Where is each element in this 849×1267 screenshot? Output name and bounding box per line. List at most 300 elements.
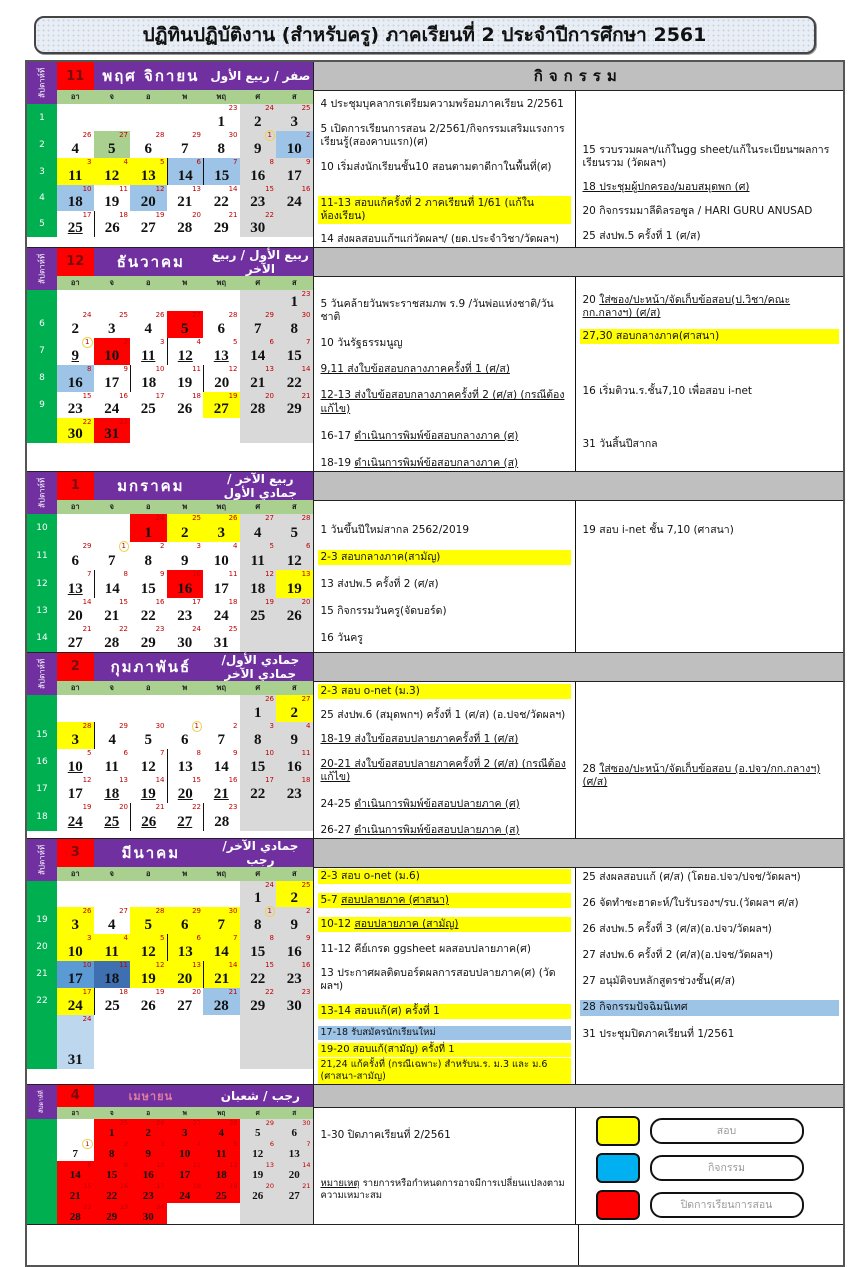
date-cell (276, 211, 313, 237)
date-number: 27 (140, 220, 156, 236)
activity-item-text: 31 ประชุมปิดภาคเรียนที่ 1/2561 (582, 1027, 735, 1040)
week-number-cell: 6 (27, 311, 57, 338)
date-cell (57, 211, 94, 237)
date-cell (57, 722, 94, 749)
date-number: 9 (290, 731, 298, 748)
calendar-page (0, 16, 849, 1223)
legend-swatch-school-closed (596, 1190, 640, 1220)
week-number-cell: 4 (27, 185, 57, 211)
date-number: 6 (291, 1126, 297, 1139)
hijri-number: 23 (301, 987, 311, 996)
activity-item-prefix: 10-12 (320, 918, 355, 930)
month-header (94, 248, 313, 276)
activity-item-text: 1 วันขึ้นปีใหม่สากล 2562/2019 (320, 523, 469, 536)
activity-item-text: 10 วันรัฐธรรมนูญ (320, 337, 403, 350)
date-cell (57, 311, 94, 338)
date-number: 16 (142, 1168, 154, 1181)
date-cell (240, 907, 277, 934)
hijri-number: 6 (196, 158, 201, 166)
date-number: 26 (177, 400, 193, 417)
day-header-cell-5: ศ (240, 500, 277, 514)
date-cell (130, 392, 167, 418)
month-block-november (27, 62, 843, 248)
week-number-cell (27, 1182, 57, 1203)
date-number: 22 (250, 785, 266, 802)
activity-item-january-left-2 (318, 577, 571, 592)
hijri-number: 12 (229, 1160, 238, 1169)
month-arabic-label: جمادي الآخر/ رجب (222, 838, 299, 867)
hijri-number: 12 (228, 364, 238, 373)
activities-panel-december (314, 248, 844, 471)
activity-item-text: 12-13 ส่งใบข้อสอบกลางภาคครั้งที่ 2 (ศ/ส) (กรณีต้องแก้ไข) (320, 389, 565, 415)
month-block-april (27, 1085, 843, 1225)
week-number-cell: 18 (27, 803, 57, 831)
date-cell (130, 881, 167, 907)
day-header-cell-6: ส (276, 867, 313, 881)
date-number: 8 (109, 1147, 115, 1160)
date-number: 17 (179, 1168, 191, 1181)
date-cell (276, 418, 313, 443)
date-number: 17 (213, 580, 229, 597)
day-header-cell-3: พ (167, 681, 204, 695)
date-number: 15 (214, 168, 230, 184)
date-number: 12 (140, 943, 156, 960)
date-cell (167, 365, 204, 392)
activity-item-november-left-3 (318, 196, 571, 224)
date-number: 25 (215, 1189, 227, 1202)
date-number: 4 (108, 731, 116, 748)
date-cell (203, 988, 240, 1015)
hijri-number: 4 (123, 158, 128, 166)
week-number-cell: 7 (27, 338, 57, 365)
hijri-number: 22 (265, 211, 274, 219)
month-name: ธันวาคม (116, 252, 185, 271)
hijri-number: 1 (82, 1139, 92, 1149)
hijri-number: 19 (155, 987, 165, 996)
date-cell (57, 907, 94, 934)
hijri-number: 6 (196, 933, 201, 942)
date-number: 28 (104, 634, 120, 651)
day-header-cell-1: จ (94, 500, 131, 514)
day-header-cell-1: จ (94, 867, 131, 881)
hijri-number: 9 (233, 748, 238, 757)
activity-item-february-left-2 (318, 732, 571, 747)
date-number: 14 (213, 758, 229, 775)
date-number: 9 (254, 141, 262, 157)
hijri-number: 28 (228, 310, 238, 319)
date-number: 5 (290, 524, 298, 541)
date-number: 20 (288, 1168, 300, 1181)
activity-item-prefix: 28 (582, 762, 600, 775)
hijri-number: 21 (228, 211, 238, 219)
date-cell (57, 1203, 94, 1224)
date-cell (240, 722, 277, 749)
activity-item-march-left-4 (318, 966, 571, 994)
hijri-number: 10 (82, 185, 92, 193)
activity-item-february-left-3 (318, 757, 571, 785)
hijri-number: 28 (155, 906, 165, 915)
date-cell (167, 1015, 204, 1069)
date-number: 14 (69, 1168, 81, 1181)
date-cell (94, 158, 131, 185)
date-number: 10 (104, 347, 120, 364)
date-number: 2 (290, 889, 298, 906)
hijri-number: 5 (160, 158, 165, 166)
month-arabic-label: جمادي الأول/جمادي الآخر (221, 652, 300, 681)
date-cell (130, 961, 167, 988)
date-number: 26 (286, 607, 302, 624)
month-header (94, 839, 313, 867)
date-number: 27 (177, 997, 193, 1014)
activity-item-prefix: 24-25 (320, 797, 355, 810)
date-cell (240, 1119, 277, 1140)
activity-item-december-right-0 (580, 293, 840, 321)
month-arabic-label: ربيع الآخر / جمادي الأول (223, 471, 298, 500)
date-number: 3 (71, 731, 79, 748)
date-number: 20 (177, 970, 193, 987)
legend-label-activity: กิจกรรม (650, 1155, 804, 1181)
date-cell (130, 907, 167, 934)
date-number: 27 (288, 1189, 300, 1202)
hijri-number: 22 (82, 417, 92, 426)
date-number: 2 (290, 704, 298, 721)
month-header (94, 472, 313, 500)
hijri-number: 24 (82, 310, 92, 319)
day-header-cell-0: อา (57, 276, 94, 290)
date-cell (57, 570, 94, 598)
hijri-number: 4 (123, 933, 128, 942)
date-cell (94, 625, 131, 652)
hijri-number: 22 (83, 1202, 92, 1211)
legend-label-exam: สอบ (650, 1118, 804, 1144)
page-title: ปฏิทินปฏิบัติงาน (สำหรับครู) ภาคเรียนที่ 2 ประจำปีการศึกษา 2561 (34, 16, 816, 54)
date-number: 3 (182, 1126, 188, 1139)
date-cell (57, 131, 94, 158)
date-cell (167, 338, 204, 365)
activity-item-text: 26 จัดทำซะฮาดะห์/ใบรับรองฯ/รบ.(วัดผลฯ ศ/ส) (582, 896, 799, 909)
date-cell (130, 934, 167, 961)
date-cell (94, 961, 131, 988)
date-cell (203, 338, 240, 365)
date-cell (276, 1161, 313, 1182)
activity-item-march-left-3 (318, 942, 571, 957)
week-number-cell: 19 (27, 907, 57, 934)
hijri-number: 11 (119, 185, 128, 193)
hijri-number: 21 (228, 987, 238, 996)
month-number: 4 (57, 1085, 94, 1107)
day-header-cell-3: พ (167, 90, 204, 104)
date-cell (57, 542, 94, 570)
day-header-cell-0: อา (57, 500, 94, 514)
week-number-cell (27, 881, 57, 907)
hijri-number: 8 (269, 158, 274, 166)
month-header (94, 1085, 313, 1107)
hijri-number: 5 (269, 541, 274, 550)
date-number: 28 (69, 1210, 81, 1223)
activity-item-march-left-1 (318, 893, 571, 908)
hijri-number: 20 (192, 987, 201, 996)
hijri-number: 24 (155, 513, 165, 522)
activity-item-march-right-3 (580, 948, 840, 963)
date-number: 24 (213, 607, 229, 624)
calendar-grid-january (27, 472, 314, 652)
week-number-cell: 1 (27, 104, 57, 131)
date-cell (240, 514, 277, 542)
hijri-number: 20 (301, 597, 311, 606)
hijri-number: 24 (265, 880, 274, 889)
date-cell (276, 695, 313, 722)
date-number: 2 (254, 114, 262, 130)
hijri-number: 1 (119, 541, 129, 552)
date-cell (203, 418, 240, 443)
date-cell (57, 338, 94, 365)
activities-header (314, 839, 844, 868)
date-cell (94, 131, 131, 158)
date-number: 7 (108, 552, 116, 569)
date-cell (130, 418, 167, 443)
date-number: 3 (217, 524, 225, 541)
date-cell (167, 1182, 204, 1203)
date-cell (203, 749, 240, 776)
date-cell (130, 338, 167, 365)
hijri-number: 14 (228, 960, 238, 969)
date-cell (94, 907, 131, 934)
hijri-number: 26 (82, 906, 92, 915)
date-cell (240, 211, 277, 237)
activity-item-february-left-5 (318, 823, 571, 838)
date-cell (167, 392, 204, 418)
date-cell (203, 211, 240, 237)
hijri-number: 3 (87, 158, 92, 166)
hijri-number: 1 (265, 906, 275, 917)
hijri-number: 14 (155, 775, 165, 784)
date-number: 20 (214, 374, 230, 391)
date-cell (240, 158, 277, 185)
date-number: 29 (106, 1210, 118, 1223)
date-number: 15 (140, 580, 156, 597)
hijri-number: 27 (192, 1118, 201, 1127)
hijri-number: 14 (228, 185, 238, 193)
date-cell (130, 211, 167, 237)
hijri-number: 1 (192, 721, 202, 732)
day-header-cell-1: จ (94, 90, 131, 104)
hijri-number: 19 (265, 597, 274, 606)
date-cell (130, 803, 167, 831)
hijri-number: 19 (155, 211, 165, 219)
hijri-number: 27 (301, 694, 311, 703)
hijri-number: 25 (192, 513, 201, 522)
hijri-number: 10 (82, 960, 92, 969)
date-number: 23 (67, 400, 83, 417)
date-cell (240, 1015, 277, 1069)
activity-item-text: 18-19 ส่งใบข้อสอบปลายภาคครั้งที่ 1 (ศ/ส) (320, 733, 519, 746)
hijri-number: 16 (301, 185, 311, 193)
date-cell (240, 803, 277, 831)
hijri-number: 28 (301, 513, 311, 522)
date-number: 19 (104, 194, 120, 210)
date-cell (94, 418, 131, 443)
date-cell (94, 1119, 131, 1140)
date-cell (240, 961, 277, 988)
date-cell (94, 934, 131, 961)
date-cell (203, 776, 240, 803)
hijri-number: 12 (155, 960, 165, 969)
hijri-number: 14 (301, 364, 311, 373)
date-cell (276, 803, 313, 831)
hijri-number: 16 (155, 597, 165, 606)
activity-item-text: 5 เปิดการเรียนการสอน 2/2561/กิจกรรมเสริมแรงการเรียนรู้(สองคาบแรก)(ศ) (320, 123, 565, 149)
activity-item-november-right-0 (580, 143, 840, 171)
date-number: 24 (67, 813, 83, 830)
activity-item-march-right-6 (580, 1027, 840, 1042)
hijri-number: 12 (82, 775, 92, 784)
hijri-number: 13 (265, 364, 274, 373)
activities-right-april (576, 1108, 844, 1224)
activity-item-text: 31 วันสิ้นปีสากล (582, 438, 658, 451)
month-header (94, 62, 313, 90)
date-cell (167, 1119, 204, 1140)
activity-item-december-left-4 (318, 429, 571, 444)
hijri-number: 19 (228, 391, 238, 400)
date-number: 10 (67, 943, 83, 960)
date-number: 13 (67, 580, 83, 597)
activity-item-march-right-0 (580, 870, 840, 885)
hijri-number: 20 (119, 802, 128, 811)
date-cell (203, 881, 240, 907)
date-number: 16 (67, 374, 83, 391)
date-cell (276, 185, 313, 211)
week-number-cell (27, 290, 57, 311)
hijri-number: 17 (155, 391, 165, 400)
hijri-number: 17 (265, 775, 274, 784)
day-header-cell-5: ศ (240, 867, 277, 881)
activities-body (314, 682, 844, 838)
date-cell (203, 514, 240, 542)
activity-item-text: 27 อนุมัติจบหลักสูตรช่วงชั้น(ศ/ส) (582, 975, 736, 988)
date-number: 7 (72, 1147, 78, 1160)
date-cell (94, 598, 131, 625)
week-number-cell (27, 1161, 57, 1182)
hijri-number: 17 (192, 597, 201, 606)
date-number: 31 (213, 634, 229, 651)
month-arabic-label: رجب / شعبان (220, 1088, 300, 1103)
activities-panel-november (314, 62, 844, 247)
date-number: 1 (290, 293, 298, 310)
hijri-number: 11 (119, 960, 128, 969)
week-column-label: สัปดาห์ที่ (27, 472, 57, 514)
hijri-number: 8 (123, 569, 128, 578)
date-cell (94, 365, 131, 392)
date-number: 17 (286, 168, 302, 184)
date-number: 15 (106, 1168, 118, 1181)
date-number: 25 (67, 220, 83, 236)
hijri-number: 18 (301, 775, 311, 784)
date-number: 27 (177, 813, 193, 830)
activity-item-text: 10 เริ่มส่งนักเรียนชั้น10 สอนตามตาดีกาในพื้นที่(ศ) (320, 161, 552, 174)
date-cell (130, 598, 167, 625)
week-number-cell (27, 418, 57, 443)
date-cell (94, 803, 131, 831)
date-cell (203, 311, 240, 338)
date-number: 6 (217, 320, 225, 337)
hijri-number: 10 (155, 364, 165, 373)
hijri-number: 13 (192, 185, 201, 193)
day-header-cell-5: ศ (240, 276, 277, 290)
day-header-cell-0: อา (57, 867, 94, 881)
date-number: 23 (142, 1189, 154, 1202)
month-number: 12 (57, 248, 94, 276)
date-number: 28 (213, 997, 229, 1014)
month-name: เมษายน (128, 1089, 174, 1103)
date-number: 8 (217, 141, 225, 157)
hijri-number: 18 (119, 211, 128, 219)
hijri-number: 15 (192, 775, 201, 784)
date-number: 25 (104, 813, 120, 830)
activity-item-march-left-7 (318, 1043, 571, 1058)
activities-panel-january (314, 472, 844, 652)
date-cell (240, 418, 277, 443)
week-column-label: สัปดาห์ที่ (27, 1085, 57, 1119)
date-cell (167, 934, 204, 961)
date-cell (240, 338, 277, 365)
date-number: 27 (213, 400, 229, 417)
day-header-cell-3: พ (167, 276, 204, 290)
date-cell (94, 514, 131, 542)
hijri-number: 14 (302, 1160, 311, 1169)
date-cell (94, 104, 131, 131)
hijri-number: 1 (82, 337, 92, 348)
date-cell (203, 104, 240, 131)
day-header-cell-2: อ (130, 1107, 167, 1119)
hijri-number: 9 (123, 1160, 128, 1169)
hijri-number: 14 (82, 597, 92, 606)
activity-item-march-left-6 (318, 1026, 571, 1040)
date-cell (130, 1203, 167, 1224)
hijri-number: 29 (192, 131, 201, 139)
day-header-cell-4: พฤ (203, 276, 240, 290)
month-blocks-container (27, 62, 843, 1225)
month-name: กุมภาพันธ์ (110, 657, 192, 676)
legend-row-school-closed (596, 1190, 840, 1220)
hijri-number: 18 (192, 1181, 201, 1190)
date-cell (203, 961, 240, 988)
day-header-cell-1: จ (94, 276, 131, 290)
hijri-number: 2 (306, 131, 311, 139)
day-header-cell-5: ศ (240, 681, 277, 695)
hijri-number: 24 (156, 1202, 165, 1211)
hijri-number: 5 (160, 933, 165, 942)
hijri-number: 13 (265, 1160, 274, 1169)
date-cell (57, 1161, 94, 1182)
hijri-number: 25 (301, 104, 311, 112)
date-number: 4 (71, 141, 79, 157)
date-cell (203, 158, 240, 185)
hijri-number: 11 (192, 364, 201, 373)
date-cell (203, 542, 240, 570)
date-number: 24 (104, 400, 120, 417)
activities-header: กิจกรรม (314, 62, 844, 91)
date-number: 8 (254, 731, 262, 748)
date-number: 22 (106, 1189, 118, 1202)
week-number-cell: 11 (27, 542, 57, 570)
day-header-cell-6: ส (276, 681, 313, 695)
date-number: 8 (290, 320, 298, 337)
date-number: 15 (250, 758, 266, 775)
date-cell (276, 570, 313, 598)
month-block-january (27, 472, 843, 653)
date-number: 2 (71, 320, 79, 337)
activity-item-february-left-4 (318, 797, 571, 812)
